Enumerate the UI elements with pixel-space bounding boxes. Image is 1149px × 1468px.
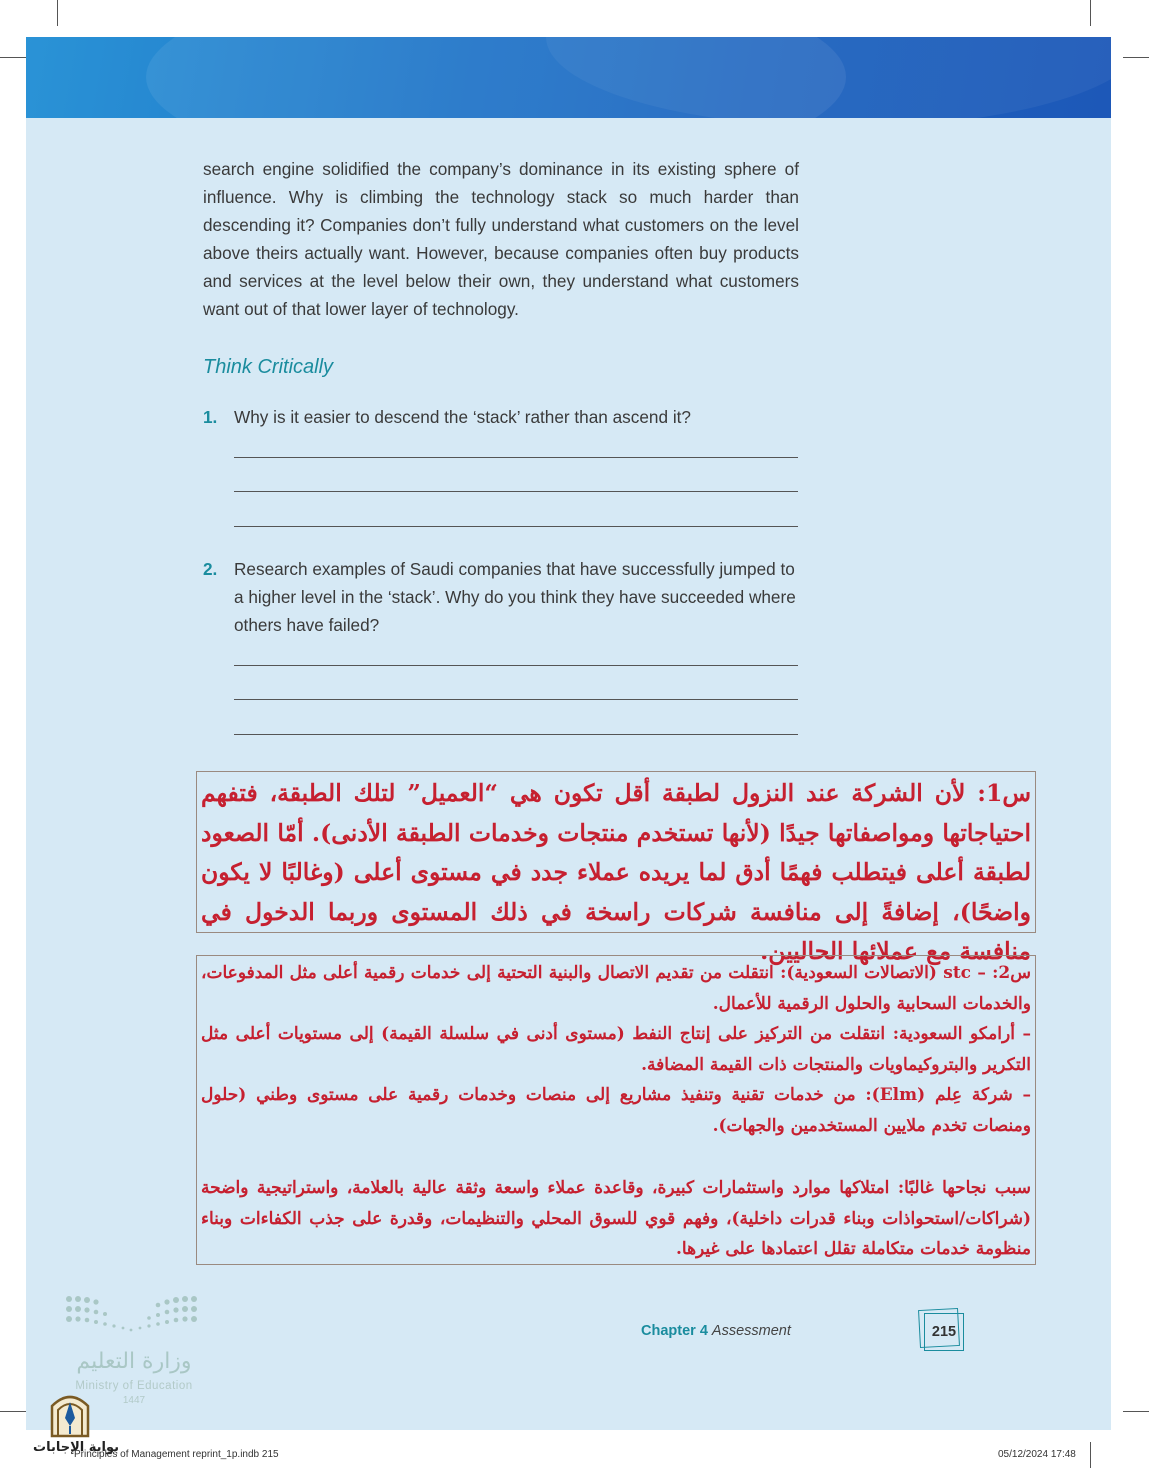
page-number: 215 [924, 1313, 964, 1351]
file-info: Principles of Management reprint_1p.indb 215 [74, 1449, 279, 1460]
question-number: 2. [203, 559, 218, 579]
crop-mark [0, 57, 26, 58]
answer-line[interactable] [234, 526, 798, 527]
question-text: Why is it easier to descend the ‘stack’ rather than ascend it? [234, 407, 691, 427]
answer-line[interactable] [234, 734, 798, 735]
answer-2-stc: س2: – stc (الاتصالات السعودية): انتقلت من تقديم الاتصال والبنية التحتية إلى خدمات رقمية أعلى مثل المدفوعات، والخدمات السحابية والحلول الرقمية للأعمال. [201, 963, 1031, 1014]
section-title: Think Critically [203, 356, 334, 378]
ministry-logo-arabic: وزارة التعليم [76, 1349, 192, 1374]
ministry-logo-icon [64, 1294, 214, 1344]
watermark-text: بوابة الإجابات [33, 1440, 119, 1455]
section-label: Assessment [711, 1323, 791, 1339]
crop-mark [1123, 57, 1149, 58]
textbook-page [26, 37, 1111, 1430]
answer-line[interactable] [234, 699, 798, 700]
answer-line[interactable] [234, 457, 798, 458]
question-text: Research examples of Saudi companies that have successfully jumped to a higher level in the ‘stack’. Why do you think they have succeeded where others have failed? [234, 559, 796, 635]
ministry-logo-english: Ministry of Education [75, 1380, 193, 1392]
crop-mark [0, 1411, 26, 1412]
answer-2-reason: سبب نجاحها غالبًا: امتلاكها موارد واستثمارات كبيرة، وقاعدة عملاء واسعة وثقة عالية بالعلامة، واستراتيجية واضحة (شراكات/استحواذات وبناء قدرات داخلية)، وفهم قوي للسوق المحلي والتنظيمات، وقدرة على جذب الكفاءات وبناء منظومة خدمات متكاملة تقلل اعتمادها على غيرها. [201, 1178, 1031, 1259]
ministry-logo-year: 1447 [122, 1395, 146, 1406]
header-banner [26, 37, 1111, 118]
chapter-label: Chapter 4 [641, 1323, 708, 1339]
answer-2-aramco: – أرامكو السعودية: انتقلت من التركيز على إنتاج النفط (مستوى أدنى في سلسلة القيمة) إلى مستويات أعلى مثل التكرير والبتروكيماويات والمنتجات ذات القيمة المضافة. [201, 1024, 1031, 1075]
crop-mark [1123, 1411, 1149, 1412]
crop-mark [1090, 1442, 1091, 1468]
answer-line[interactable] [234, 665, 798, 666]
crop-mark [57, 0, 58, 26]
print-date: 05/12/2024 17:48 [998, 1449, 1076, 1460]
answer-2-elm: – شركة عِلم (Elm): من خدمات تقنية وتنفيذ مشاريع إلى منصات وخدمات رقمية على مستوى وطني (حلول ومنصات تخدم ملايين المستخدمين والجهات). [201, 1085, 1031, 1136]
watermark-icon [48, 1388, 92, 1438]
body-paragraph: search engine solidified the company’s dominance in its existing sphere of influence. Why is climbing the technology stack so much harder than descending it? Companies don’t fully understand what customers on the level above theirs actually want. However, because companies often buy products and services at the level below their own, they understand what customers want out of that lower layer of technology. [203, 159, 799, 319]
answer-line[interactable] [234, 491, 798, 492]
crop-mark [1090, 0, 1091, 26]
question-number: 1. [203, 407, 218, 427]
chapter-footer [641, 1323, 791, 1339]
answer-2-box [196, 955, 1036, 1265]
answer-1-box: س1: لأن الشركة عند النزول لطبقة أقل تكون هي “العميل” لتلك الطبقة، فتفهم احتياجاتها ومواصفاتها جيدًا (لأنها تستخدم منتجات وخدمات الطبقة الأدنى). أمّا الصعود لطبقة أعلى فيتطلب فهمًا أدق لما يريده عملاء جدد في مستوى أعلى (وغالبًا لا يكون واضحًا)، إضافةً إلى منافسة شركات راسخة في ذلك المستوى وربما الدخول في منافسة مع عملائها الحاليين. [196, 771, 1036, 933]
